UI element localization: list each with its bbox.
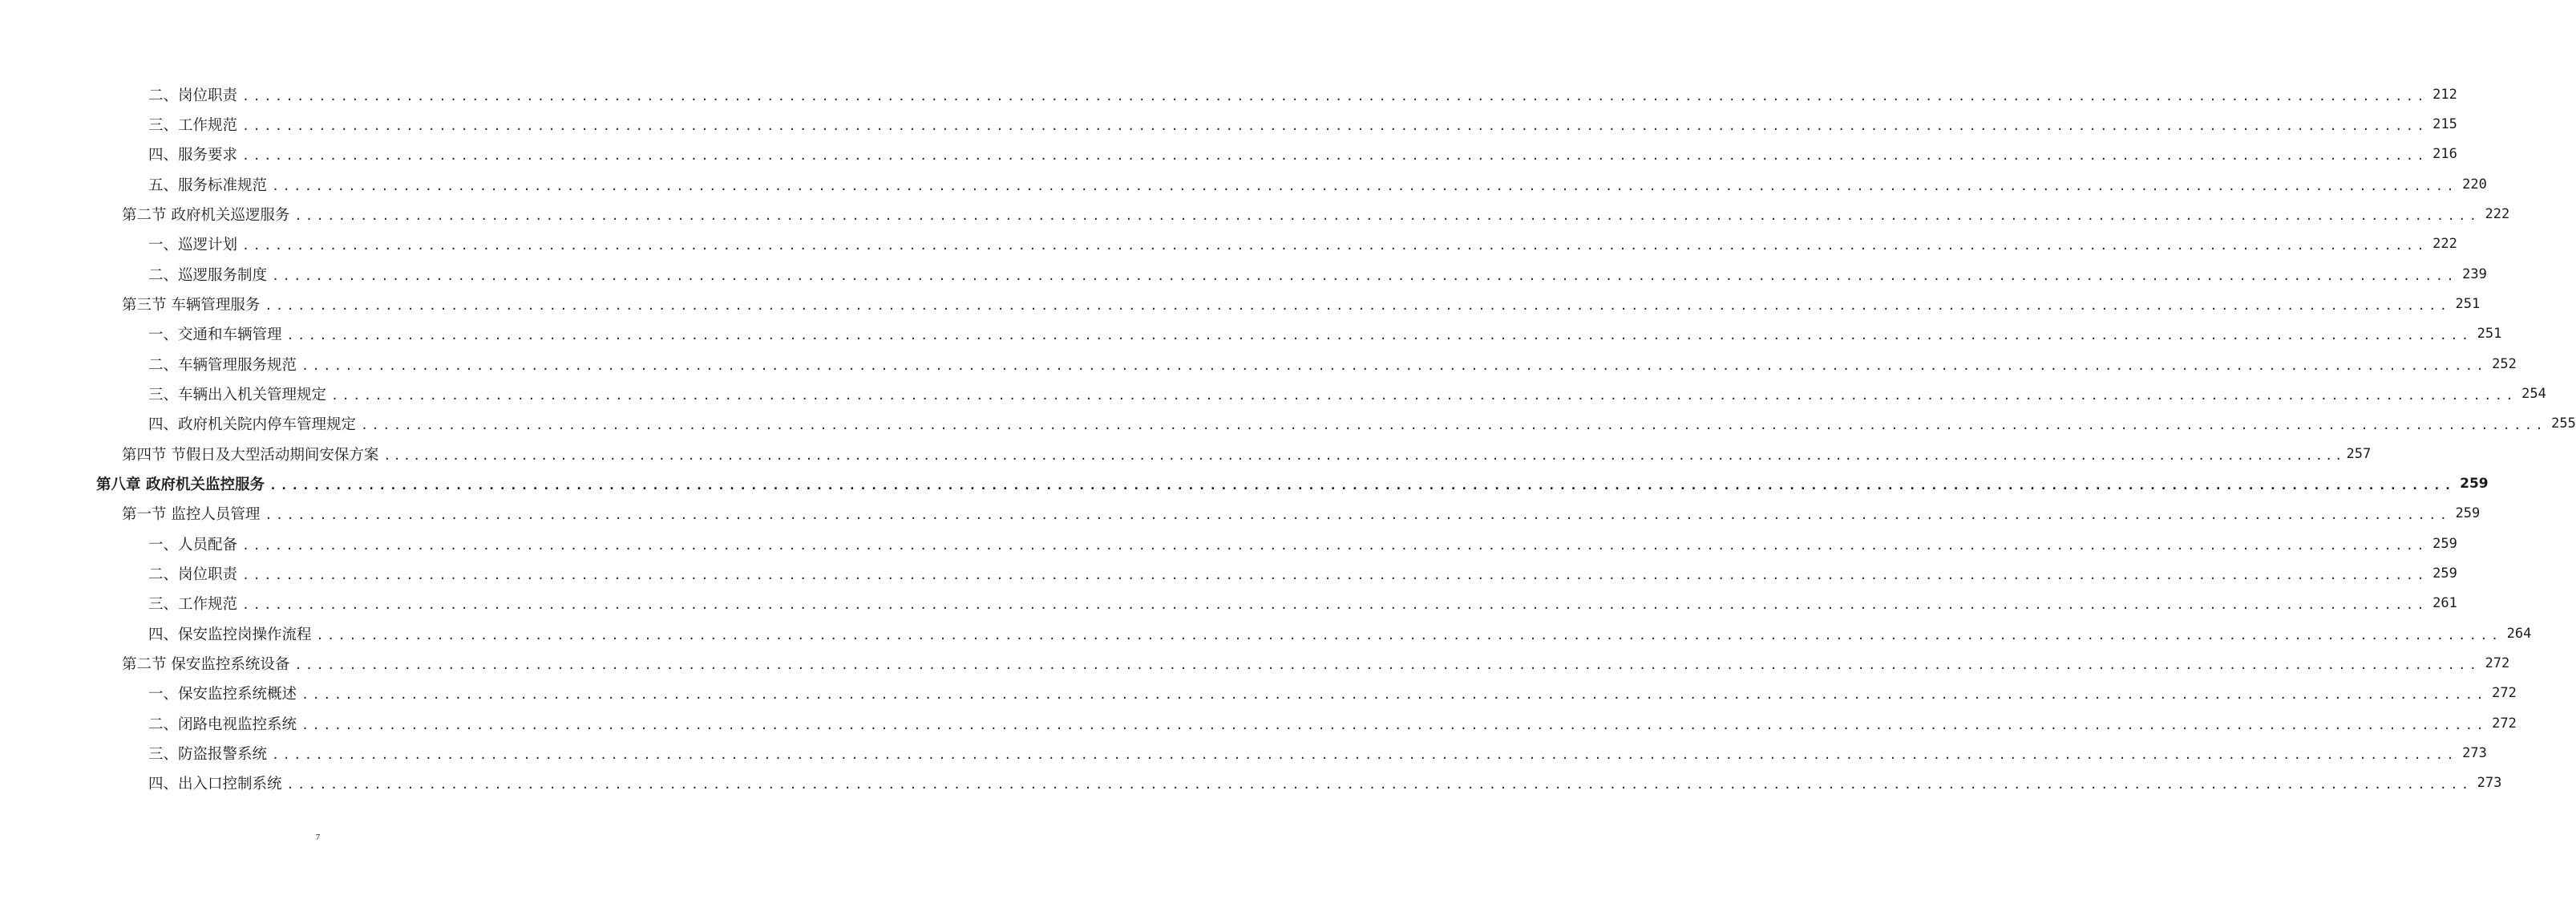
toc-entry-item[interactable] <box>0 140 2457 169</box>
toc-entry-item[interactable] <box>0 349 2517 379</box>
toc-entry-title: 二、车辆管理服务规范 <box>148 356 297 374</box>
toc-entry-title: 第四节 节假日及大型活动期间安保方案 <box>122 446 379 464</box>
toc-entry-page-number: 264 <box>2506 625 2532 642</box>
toc-entry-page-number: 239 <box>2462 266 2487 282</box>
toc-entry-item[interactable] <box>0 738 2487 768</box>
toc-entry-item[interactable] <box>0 409 2576 439</box>
toc-entry-item[interactable] <box>0 618 2532 648</box>
toc-entry-title: 第八章 政府机关监控服务 <box>96 476 265 493</box>
toc-entry-title: 第二节 保安监控系统设备 <box>122 655 290 673</box>
dot-leader: ........................................................................................................................................................................................................ <box>265 508 2451 523</box>
dot-leader: ........................................................................................................................................................................................................ <box>331 387 2517 403</box>
dot-leader: ........................................................................................................................................................................................................ <box>301 358 2488 373</box>
toc-entry-title: 二、岗位职责 <box>148 566 238 583</box>
toc-entry-page-number: 251 <box>2455 295 2481 312</box>
toc-entry-title: 第三节 车辆管理服务 <box>122 296 261 314</box>
dot-leader: ........................................................................................................................................................................................................ <box>272 747 2458 762</box>
dot-leader: ........................................................................................................................................................................................................ <box>286 328 2473 343</box>
toc-entry-item[interactable] <box>0 169 2487 199</box>
dot-leader: ........................................................................................................................................................................................................ <box>286 777 2473 793</box>
toc-entry-title: 一、交通和车辆管理 <box>148 326 282 344</box>
toc-entry-item[interactable] <box>0 768 2502 798</box>
toc-entry-page-number: 251 <box>2477 326 2502 343</box>
toc-entry-item[interactable] <box>0 109 2457 139</box>
toc-entry-page-number: 222 <box>2485 205 2510 222</box>
toc-entry-item[interactable] <box>0 589 2457 618</box>
toc-entry-item[interactable] <box>0 79 2457 109</box>
toc-entry-title: 三、车辆出入机关管理规定 <box>148 386 327 403</box>
toc-entry-item[interactable] <box>0 558 2457 588</box>
toc-entry-section[interactable] <box>0 199 2510 229</box>
toc-entry-item[interactable] <box>0 679 2517 708</box>
toc-entry-title: 一、巡逻计划 <box>148 237 238 254</box>
toc-entry-page-number: 259 <box>2455 505 2481 522</box>
toc-entry-title: 三、工作规范 <box>148 116 238 134</box>
toc-entry-page-number: 273 <box>2462 744 2487 761</box>
toc-entry-title: 四、保安监控岗操作流程 <box>148 626 312 643</box>
dot-leader: ........................................................................................................................................................................................................ <box>294 657 2481 672</box>
toc-entry-chapter[interactable] <box>0 468 2489 498</box>
dot-leader: ........................................................................................................................................................................................................ <box>361 418 2547 433</box>
toc-entry-title: 二、闭路电视监控系统 <box>148 716 297 733</box>
dot-leader: ........................................................................................................................................................................................................ <box>272 268 2458 283</box>
toc-entry-page-number: 261 <box>2432 595 2457 612</box>
toc-entry-item[interactable] <box>0 259 2487 289</box>
toc-entry-page-number: 259 <box>2432 565 2457 582</box>
toc-entry-title: 四、出入口控制系统 <box>148 776 282 793</box>
dot-leader: ........................................................................................................................................................................................................ <box>301 687 2488 703</box>
toc-entry-section[interactable] <box>0 499 2481 529</box>
table-of-contents <box>0 79 2576 798</box>
toc-entry-page-number: 259 <box>2432 535 2457 552</box>
toc-entry-section[interactable] <box>0 439 2372 468</box>
dot-leader: ........................................................................................................................................................................................................ <box>316 627 2502 643</box>
dot-leader: ........................................................................................................................................................................................................ <box>383 448 2345 463</box>
toc-entry-page-number: 252 <box>2492 355 2517 372</box>
toc-entry-item[interactable] <box>0 708 2517 738</box>
dot-leader: ........................................................................................................................................................................................................ <box>301 717 2488 732</box>
toc-entry-page-number: 255 <box>2551 416 2576 432</box>
toc-entry-title: 第一节 监控人员管理 <box>122 506 261 524</box>
toc-entry-page-number: 222 <box>2432 236 2457 253</box>
toc-entry-title: 三、工作规范 <box>148 596 238 614</box>
dot-leader: ........................................................................................................................................................................................................ <box>242 148 2428 164</box>
toc-entry-title: 二、岗位职责 <box>148 87 238 104</box>
toc-entry-title: 一、保安监控系统概述 <box>148 686 297 703</box>
toc-entry-page-number: 273 <box>2477 775 2502 792</box>
toc-entry-item[interactable] <box>0 529 2457 558</box>
toc-entry-page-number: 259 <box>2460 475 2489 492</box>
dot-leader: ........................................................................................................................................................................................................ <box>242 238 2428 253</box>
toc-entry-title: 第二节 政府机关巡逻服务 <box>122 206 290 224</box>
dot-leader: ........................................................................................................................................................................................................ <box>242 88 2428 103</box>
dot-leader: ........................................................................................................................................................................................................ <box>265 298 2451 313</box>
toc-entry-page-number: 220 <box>2462 176 2487 193</box>
toc-entry-page-number: 257 <box>2346 445 2372 462</box>
dot-leader: ........................................................................................................................................................................................................ <box>242 567 2428 582</box>
toc-entry-title: 五、服务标准规范 <box>148 176 268 194</box>
toc-entry-page-number: 215 <box>2432 116 2457 132</box>
toc-entry-title: 二、巡逻服务制度 <box>148 266 268 284</box>
dot-leader: ........................................................................................................................................................................................................ <box>242 537 2428 553</box>
dot-leader: ........................................................................................................................................................................................................ <box>242 118 2428 133</box>
toc-entry-page-number: 272 <box>2485 655 2510 671</box>
toc-entry-title: 一、人员配备 <box>148 536 238 553</box>
toc-entry-title: 四、服务要求 <box>148 147 238 164</box>
toc-entry-page-number: 254 <box>2521 385 2546 402</box>
toc-entry-item[interactable] <box>0 379 2546 408</box>
toc-entry-page-number: 216 <box>2432 146 2457 163</box>
dot-leader: ........................................................................................................................................................................................................ <box>242 598 2428 613</box>
toc-entry-page-number: 272 <box>2492 685 2517 702</box>
toc-entry-title: 四、政府机关院内停车管理规定 <box>148 416 357 434</box>
toc-entry-item[interactable] <box>0 319 2502 349</box>
toc-entry-section[interactable] <box>0 289 2481 318</box>
toc-entry-page-number: 212 <box>2432 86 2457 103</box>
dot-leader: ........................................................................................................................................................................................................ <box>269 477 2456 493</box>
toc-entry-page-number: 272 <box>2492 715 2517 732</box>
dot-leader: ........................................................................................................................................................................................................ <box>272 178 2458 193</box>
dot-leader: ........................................................................................................................................................................................................ <box>294 208 2481 223</box>
page-number: 7 <box>315 833 321 842</box>
toc-entry-section[interactable] <box>0 648 2510 678</box>
toc-entry-item[interactable] <box>0 229 2457 259</box>
toc-entry-title: 三、防盗报警系统 <box>148 745 268 763</box>
